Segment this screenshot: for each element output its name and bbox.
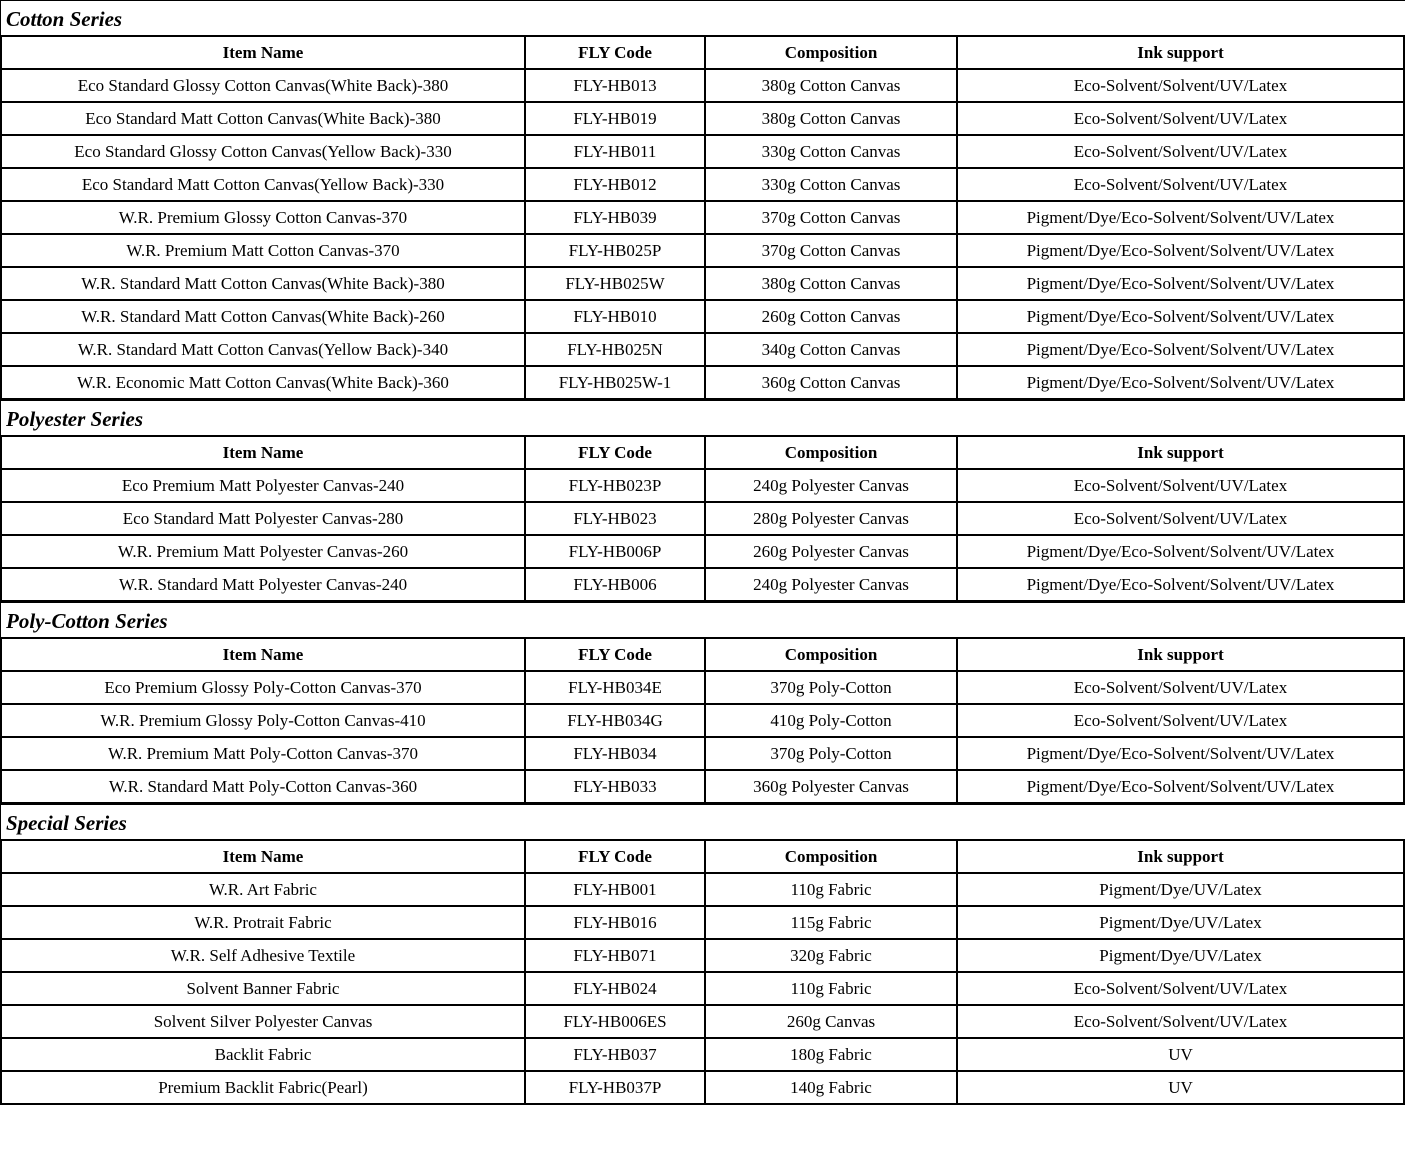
series-title: Cotton Series: [6, 7, 123, 31]
ink-support-cell: Pigment/Dye/UV/Latex: [957, 939, 1404, 972]
item-name-cell: W.R. Self Adhesive Textile: [1, 939, 525, 972]
fly-code-cell: FLY-HB037: [525, 1038, 705, 1071]
fly-code-cell: FLY-HB034E: [525, 671, 705, 704]
column-header-item-name: Item Name: [1, 36, 525, 69]
column-header-composition: Composition: [705, 638, 957, 671]
table-row: [1, 906, 1404, 939]
composition-cell: 260g Canvas: [705, 1005, 957, 1038]
item-name-cell: Eco Standard Glossy Cotton Canvas(Yellow Back)-330: [1, 135, 525, 168]
composition-cell: 370g Poly-Cotton: [705, 671, 957, 704]
item-name-cell: W.R. Premium Matt Polyester Canvas-260: [1, 535, 525, 568]
composition-cell: 260g Polyester Canvas: [705, 535, 957, 568]
table-row: [1, 135, 1404, 168]
ink-support-cell: Pigment/Dye/UV/Latex: [957, 873, 1404, 906]
ink-support-cell: Eco-Solvent/Solvent/UV/Latex: [957, 704, 1404, 737]
composition-cell: 140g Fabric: [705, 1071, 957, 1104]
column-header-fly-code: FLY Code: [525, 840, 705, 873]
ink-support-cell: Eco-Solvent/Solvent/UV/Latex: [957, 168, 1404, 201]
series-title-row: [0, 804, 1405, 839]
composition-cell: 370g Cotton Canvas: [705, 234, 957, 267]
composition-cell: 370g Cotton Canvas: [705, 201, 957, 234]
ink-support-cell: Eco-Solvent/Solvent/UV/Latex: [957, 972, 1404, 1005]
item-name-cell: W.R. Standard Matt Polyester Canvas-240: [1, 568, 525, 601]
fly-code-cell: FLY-HB006P: [525, 535, 705, 568]
column-header-fly-code: FLY Code: [525, 638, 705, 671]
fly-code-cell: FLY-HB025N: [525, 333, 705, 366]
ink-support-cell: Pigment/Dye/Eco-Solvent/Solvent/UV/Latex: [957, 535, 1404, 568]
series-section: [0, 400, 1405, 602]
table-row: [1, 469, 1404, 502]
column-header-ink-support: Ink support: [957, 638, 1404, 671]
fly-code-cell: FLY-HB024: [525, 972, 705, 1005]
table-row: [1, 671, 1404, 704]
item-name-cell: W.R. Premium Matt Cotton Canvas-370: [1, 234, 525, 267]
table-row: [1, 939, 1404, 972]
item-name-cell: W.R. Standard Matt Cotton Canvas(Yellow Back)-340: [1, 333, 525, 366]
fly-code-cell: FLY-HB034G: [525, 704, 705, 737]
series-title: Special Series: [6, 811, 127, 835]
item-name-cell: W.R. Premium Glossy Poly-Cotton Canvas-410: [1, 704, 525, 737]
series-title: Polyester Series: [6, 407, 144, 431]
table-row: [1, 234, 1404, 267]
ink-support-cell: Eco-Solvent/Solvent/UV/Latex: [957, 1005, 1404, 1038]
column-header-ink-support: Ink support: [957, 840, 1404, 873]
item-name-cell: W.R. Premium Matt Poly-Cotton Canvas-370: [1, 737, 525, 770]
item-name-cell: Solvent Silver Polyester Canvas: [1, 1005, 525, 1038]
ink-support-cell: Pigment/Dye/UV/Latex: [957, 906, 1404, 939]
ink-support-cell: Pigment/Dye/Eco-Solvent/Solvent/UV/Latex: [957, 267, 1404, 300]
ink-support-cell: Pigment/Dye/Eco-Solvent/Solvent/UV/Latex: [957, 366, 1404, 399]
item-name-cell: W.R. Standard Matt Poly-Cotton Canvas-360: [1, 770, 525, 803]
item-name-cell: Eco Standard Matt Cotton Canvas(Yellow Back)-330: [1, 168, 525, 201]
table-row: [1, 568, 1404, 601]
item-name-cell: Eco Premium Matt Polyester Canvas-240: [1, 469, 525, 502]
series-table: [0, 839, 1405, 1105]
fly-code-cell: FLY-HB033: [525, 770, 705, 803]
item-name-cell: W.R. Protrait Fabric: [1, 906, 525, 939]
fly-code-cell: FLY-HB025W-1: [525, 366, 705, 399]
table-row: [1, 502, 1404, 535]
table-row: [1, 770, 1404, 803]
table-row: [1, 102, 1404, 135]
ink-support-cell: Eco-Solvent/Solvent/UV/Latex: [957, 469, 1404, 502]
table-row: [1, 535, 1404, 568]
table-row: [1, 366, 1404, 399]
ink-support-cell: Pigment/Dye/Eco-Solvent/Solvent/UV/Latex: [957, 300, 1404, 333]
composition-cell: 360g Cotton Canvas: [705, 366, 957, 399]
table-row: [1, 267, 1404, 300]
ink-support-cell: Pigment/Dye/Eco-Solvent/Solvent/UV/Latex: [957, 770, 1404, 803]
composition-cell: 380g Cotton Canvas: [705, 69, 957, 102]
item-name-cell: W.R. Standard Matt Cotton Canvas(White Back)-260: [1, 300, 525, 333]
composition-cell: 410g Poly-Cotton: [705, 704, 957, 737]
column-header-composition: Composition: [705, 840, 957, 873]
column-header-fly-code: FLY Code: [525, 436, 705, 469]
table-row: [1, 873, 1404, 906]
table-row: [1, 1038, 1404, 1071]
composition-cell: 180g Fabric: [705, 1038, 957, 1071]
column-header-composition: Composition: [705, 436, 957, 469]
item-name-cell: Eco Standard Matt Polyester Canvas-280: [1, 502, 525, 535]
fly-code-cell: FLY-HB011: [525, 135, 705, 168]
ink-support-cell: Pigment/Dye/Eco-Solvent/Solvent/UV/Latex: [957, 201, 1404, 234]
item-name-cell: W.R. Economic Matt Cotton Canvas(White Back)-360: [1, 366, 525, 399]
column-header-ink-support: Ink support: [957, 436, 1404, 469]
composition-cell: 330g Cotton Canvas: [705, 135, 957, 168]
fly-code-cell: FLY-HB039: [525, 201, 705, 234]
ink-support-cell: UV: [957, 1071, 1404, 1104]
ink-support-cell: Pigment/Dye/Eco-Solvent/Solvent/UV/Latex: [957, 568, 1404, 601]
composition-cell: 260g Cotton Canvas: [705, 300, 957, 333]
fly-code-cell: FLY-HB012: [525, 168, 705, 201]
column-header-composition: Composition: [705, 36, 957, 69]
composition-cell: 240g Polyester Canvas: [705, 568, 957, 601]
ink-support-cell: Pigment/Dye/Eco-Solvent/Solvent/UV/Latex: [957, 333, 1404, 366]
series-title-row: [0, 602, 1405, 637]
fly-code-cell: FLY-HB025W: [525, 267, 705, 300]
table-row: [1, 333, 1404, 366]
composition-cell: 340g Cotton Canvas: [705, 333, 957, 366]
series-title-row: [0, 400, 1405, 435]
table-row: [1, 300, 1404, 333]
series-table: [0, 435, 1405, 602]
series-title: Poly-Cotton Series: [6, 609, 168, 633]
table-row: [1, 69, 1404, 102]
item-name-cell: W.R. Premium Glossy Cotton Canvas-370: [1, 201, 525, 234]
fly-code-cell: FLY-HB010: [525, 300, 705, 333]
composition-cell: 370g Poly-Cotton: [705, 737, 957, 770]
table-header-row: [1, 436, 1404, 469]
fly-code-cell: FLY-HB037P: [525, 1071, 705, 1104]
table-row: [1, 1005, 1404, 1038]
composition-cell: 330g Cotton Canvas: [705, 168, 957, 201]
ink-support-cell: Eco-Solvent/Solvent/UV/Latex: [957, 502, 1404, 535]
item-name-cell: Solvent Banner Fabric: [1, 972, 525, 1005]
series-title-row: [0, 0, 1405, 35]
composition-cell: 380g Cotton Canvas: [705, 102, 957, 135]
ink-support-cell: Eco-Solvent/Solvent/UV/Latex: [957, 69, 1404, 102]
fly-code-cell: FLY-HB006: [525, 568, 705, 601]
series-section: [0, 804, 1405, 1105]
composition-cell: 380g Cotton Canvas: [705, 267, 957, 300]
series-table: [0, 637, 1405, 804]
series-section: [0, 0, 1405, 400]
ink-support-cell: UV: [957, 1038, 1404, 1071]
fly-code-cell: FLY-HB023P: [525, 469, 705, 502]
column-header-item-name: Item Name: [1, 840, 525, 873]
item-name-cell: W.R. Art Fabric: [1, 873, 525, 906]
fly-code-cell: FLY-HB071: [525, 939, 705, 972]
composition-cell: 115g Fabric: [705, 906, 957, 939]
table-row: [1, 704, 1404, 737]
fly-code-cell: FLY-HB001: [525, 873, 705, 906]
table-row: [1, 737, 1404, 770]
fly-code-cell: FLY-HB034: [525, 737, 705, 770]
series-section: [0, 602, 1405, 804]
ink-support-cell: Eco-Solvent/Solvent/UV/Latex: [957, 102, 1404, 135]
item-name-cell: Backlit Fabric: [1, 1038, 525, 1071]
composition-cell: 320g Fabric: [705, 939, 957, 972]
fly-code-cell: FLY-HB019: [525, 102, 705, 135]
column-header-item-name: Item Name: [1, 436, 525, 469]
fly-code-cell: FLY-HB025P: [525, 234, 705, 267]
item-name-cell: Premium Backlit Fabric(Pearl): [1, 1071, 525, 1104]
ink-support-cell: Pigment/Dye/Eco-Solvent/Solvent/UV/Latex: [957, 234, 1404, 267]
table-row: [1, 972, 1404, 1005]
table-header-row: [1, 36, 1404, 69]
table-row: [1, 201, 1404, 234]
composition-cell: 360g Polyester Canvas: [705, 770, 957, 803]
item-name-cell: W.R. Standard Matt Cotton Canvas(White Back)-380: [1, 267, 525, 300]
ink-support-cell: Pigment/Dye/Eco-Solvent/Solvent/UV/Latex: [957, 737, 1404, 770]
composition-cell: 240g Polyester Canvas: [705, 469, 957, 502]
fly-code-cell: FLY-HB013: [525, 69, 705, 102]
fly-code-cell: FLY-HB016: [525, 906, 705, 939]
column-header-ink-support: Ink support: [957, 36, 1404, 69]
item-name-cell: Eco Standard Glossy Cotton Canvas(White Back)-380: [1, 69, 525, 102]
fly-code-cell: FLY-HB006ES: [525, 1005, 705, 1038]
composition-cell: 110g Fabric: [705, 873, 957, 906]
item-name-cell: Eco Premium Glossy Poly-Cotton Canvas-370: [1, 671, 525, 704]
table-header-row: [1, 840, 1404, 873]
item-name-cell: Eco Standard Matt Cotton Canvas(White Back)-380: [1, 102, 525, 135]
ink-support-cell: Eco-Solvent/Solvent/UV/Latex: [957, 671, 1404, 704]
series-table: [0, 35, 1405, 400]
table-header-row: [1, 638, 1404, 671]
ink-support-cell: Eco-Solvent/Solvent/UV/Latex: [957, 135, 1404, 168]
column-header-item-name: Item Name: [1, 638, 525, 671]
composition-cell: 110g Fabric: [705, 972, 957, 1005]
composition-cell: 280g Polyester Canvas: [705, 502, 957, 535]
fly-code-cell: FLY-HB023: [525, 502, 705, 535]
table-row: [1, 1071, 1404, 1104]
column-header-fly-code: FLY Code: [525, 36, 705, 69]
table-row: [1, 168, 1404, 201]
